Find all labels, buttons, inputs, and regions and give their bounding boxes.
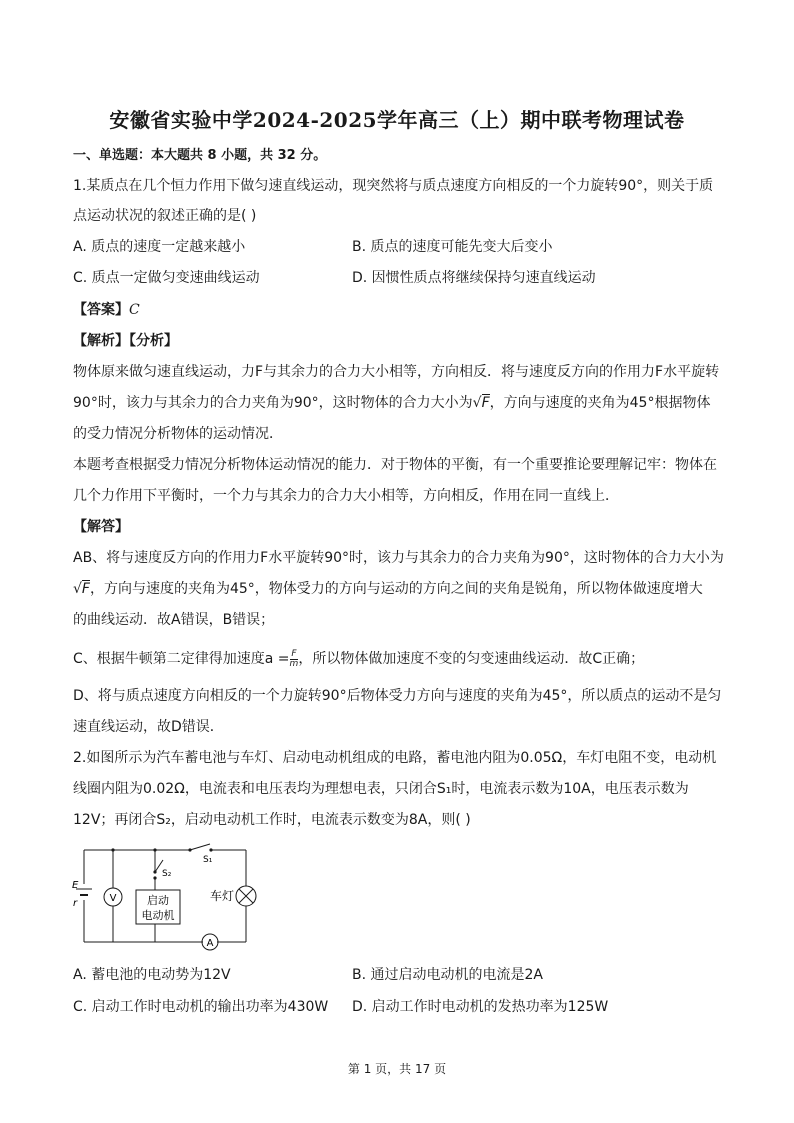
- acceleration-fraction: [290, 650, 299, 669]
- q1-answer: [73, 300, 140, 320]
- q2-stem-line2: 线圈内阻为0.02Ω，电流表和电压表均为理想电表，只闭合S₁时，电流表示数为10A，电压表示数为: [73, 781, 689, 797]
- analysis-line3: 的受力情况分析物体的运动情况．: [73, 426, 283, 442]
- node-dot-2: [111, 848, 114, 851]
- solution-line4-b: ，所以物体做加速度不变的匀变速曲线运动．故C正确；: [298, 651, 645, 667]
- motor-label-2: 电动机: [141, 909, 175, 922]
- s2-contact-bottom: [153, 876, 156, 879]
- q2-stem-line1: 2.如图所示为汽车蓄电池与车灯、启动电动机组成的电路，蓄电池内阻为0.05Ω，车灯电阻不变，电动机: [73, 750, 717, 766]
- analysis-sqrt-arg: F: [481, 395, 490, 411]
- s2-contact-top: [153, 870, 156, 873]
- q2-stem-line3: 12V；再闭合S₂，启动电动机工作时，电流表示数变为8A，则( ): [73, 812, 471, 828]
- solution-sqrt-arg: F: [81, 581, 90, 597]
- q2-option-d: D. 启动工作时电动机的发热功率为125W: [352, 999, 609, 1015]
- analysis-line1: 物体原来做匀速直线运动，力F与其余力的合力大小相等，方向相反．将与速度反方向的作用力F水平旋转: [73, 364, 720, 380]
- q2-option-a: A. 蓄电池的电动势为12V: [73, 967, 231, 983]
- solution-line5: D、将与质点速度方向相反的一个力旋转90°后物体受力方向与速度的夹角为45°，所以质点的运动不是匀: [73, 688, 722, 704]
- answer-label: 【答案】: [73, 302, 129, 318]
- solution-line2-text: ，方向与速度的夹角为45°，物体受力的方向与运动的方向之间的夹角是锐角，所以物体做速度增大: [89, 581, 703, 597]
- label-s2: S₂: [162, 869, 172, 879]
- label-a: A: [206, 938, 214, 949]
- q1-stem-line1: 1.某质点在几个恒力作用下做匀速直线运动，现突然将与质点速度方向相反的一个力旋转90°，则关于质: [73, 178, 714, 194]
- fraction-numerator: F: [291, 648, 297, 659]
- fraction-denominator: m: [289, 658, 299, 669]
- node-dot-1: [153, 848, 156, 851]
- solution-line1: AB、将与速度反方向的作用力F水平旋转90°时，该力与其余力的合力夹角为90°，这时物体的合力大小为: [73, 550, 724, 566]
- analysis-label: 【解析】【分析】: [73, 333, 178, 349]
- q1-option-d: D. 因惯性质点将继续保持匀速直线运动: [352, 270, 596, 286]
- solution-line4: [73, 649, 644, 669]
- page-footer: 第 1 页，共 17 页: [347, 1062, 447, 1076]
- s1-contact-left: [188, 848, 191, 851]
- label-e: E: [72, 880, 79, 891]
- analysis-line2-a: 90°时，该力与其余力的合力夹角为90°，这时物体的合力大小为: [73, 395, 473, 411]
- analysis-line4: 本题考查根据受力情况分析物体运动情况的能力．对于物体的平衡，有一个重要推论要理解记牢：物体在: [73, 457, 717, 473]
- analysis-line2-b: ，方向与速度的夹角为45°根据物体: [489, 395, 711, 411]
- analysis-line5: 几个力作用下平衡时，一个力与其余力的合力大小相等，方向相反，作用在同一直线上．: [73, 488, 619, 504]
- q1-option-a: A. 质点的速度一定越来越小: [73, 239, 246, 255]
- solution-label: 【解答】: [73, 519, 129, 535]
- answer-value: C: [129, 302, 140, 318]
- solution-line2: √F，方向与速度的夹角为45°，物体受力的方向与运动的方向之间的夹角是锐角，所以物体做速度增大: [73, 581, 703, 597]
- q1-stem-line2: 点运动状况的叙述正确的是( ): [73, 208, 257, 224]
- label-v: V: [109, 893, 117, 904]
- analysis-line2: 90°时，该力与其余力的合力夹角为90°，这时物体的合力大小为√F，方向与速度的夹角为45°根据物体: [73, 395, 711, 411]
- solution-line6: 速直线运动，故D错误．: [73, 719, 224, 735]
- label-r: r: [73, 898, 78, 909]
- s1-blade: [190, 844, 210, 850]
- page-title: 安徽省实验中学2024-2025学年高三（上）期中联考物理试卷: [109, 108, 685, 132]
- motor-label-1: 启动: [147, 894, 169, 907]
- q2-option-b: B. 通过启动电动机的电流是2A: [352, 967, 543, 983]
- label-s1: S₁: [203, 855, 213, 865]
- s1-contact-right: [209, 848, 212, 851]
- q1-option-b: B. 质点的速度可能先变大后变小: [352, 239, 553, 255]
- section-header: 一、单选题：本大题共 8 小题，共 32 分。: [73, 148, 327, 163]
- solution-line4-a: C、根据牛顿第二定律得加速度a =: [73, 651, 290, 667]
- solution-line3: 的曲线运动．故A错误，B错误；: [73, 612, 275, 628]
- q1-option-c: C. 质点一定做匀变速曲线运动: [73, 270, 260, 286]
- lamp-label: 车灯: [210, 889, 235, 903]
- q2-option-c: C. 启动工作时电动机的输出功率为430W: [73, 999, 329, 1015]
- circuit-diagram: [70, 842, 270, 954]
